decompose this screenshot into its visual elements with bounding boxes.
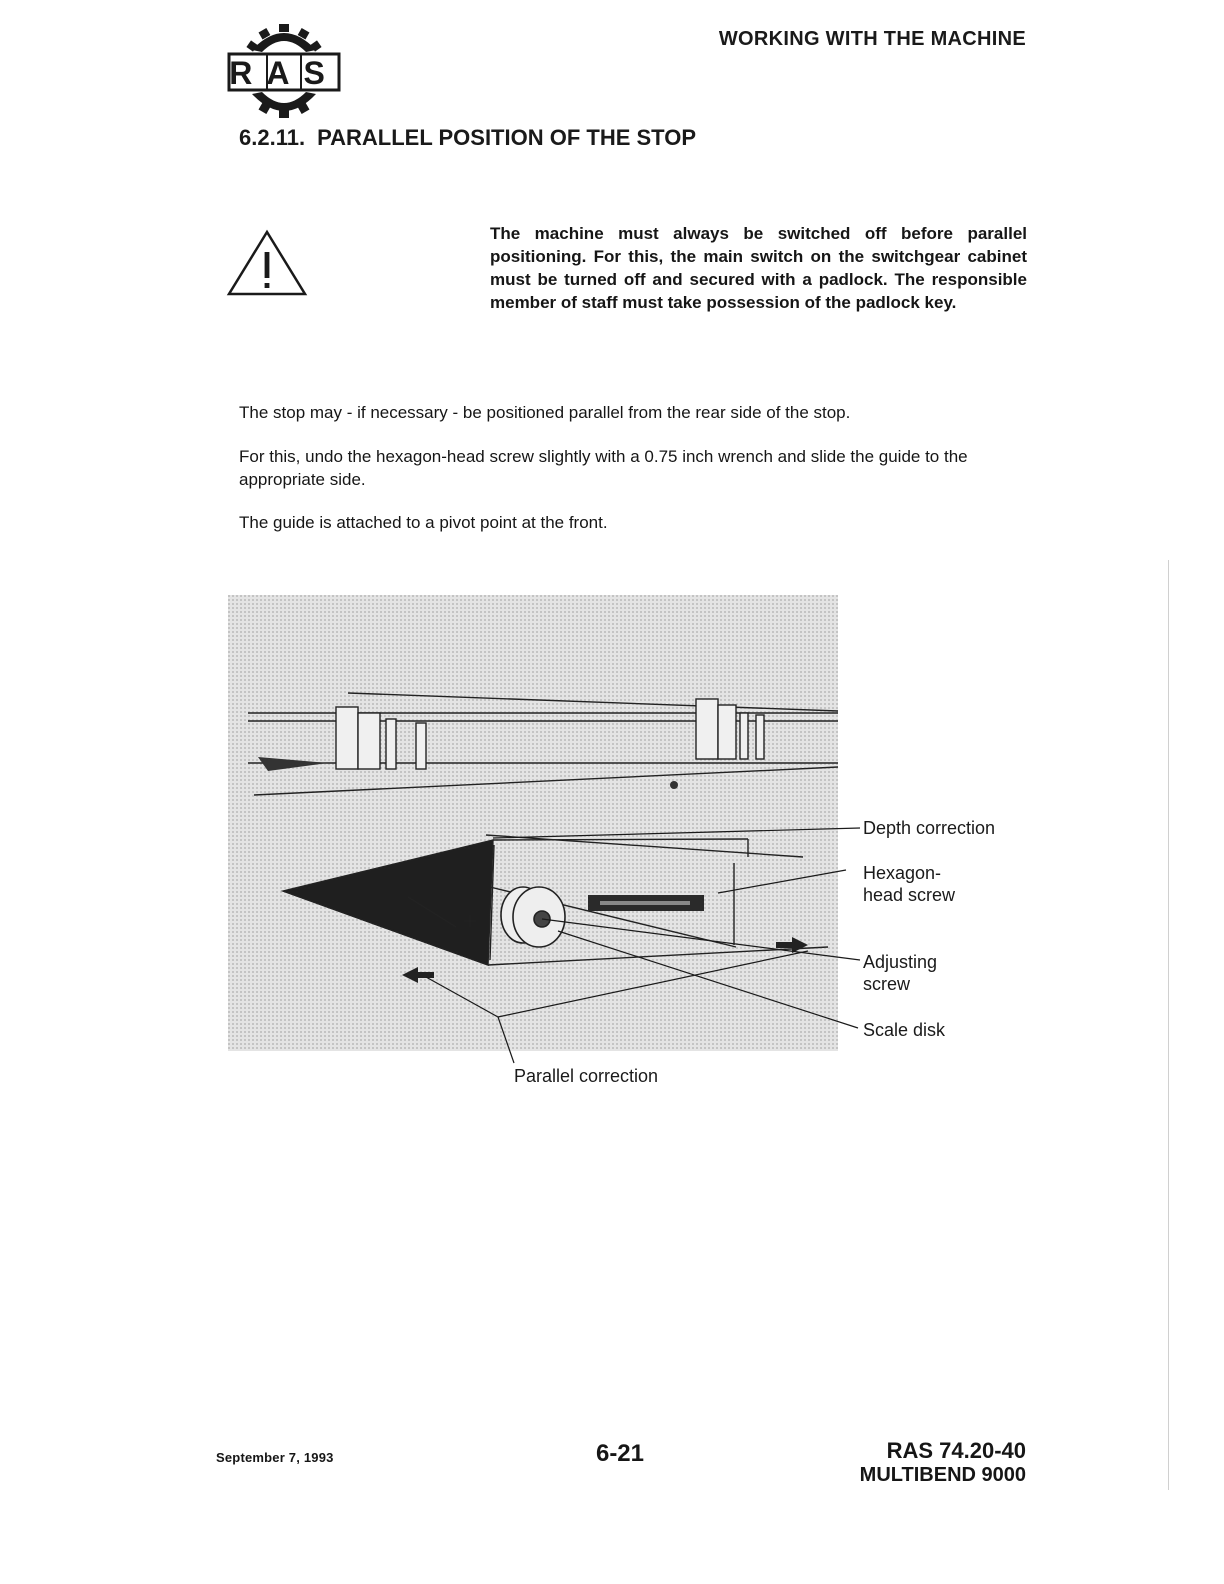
section-number: 6.2.11.	[239, 125, 306, 150]
adjusting-screw	[501, 887, 565, 947]
label-depth-correction: Depth correction	[863, 818, 996, 838]
scan-margin-line	[1168, 560, 1169, 1490]
body-paragraph-3: The guide is attached to a pivot point at the front.	[239, 513, 608, 532]
section-title-text: PARALLEL POSITION OF THE STOP	[317, 125, 696, 150]
warning-triangle-icon	[226, 228, 308, 298]
footer-page-number: 6-21	[595, 1440, 645, 1467]
fastener-dot	[670, 781, 678, 789]
ras-logo	[226, 22, 342, 120]
footer-doc-code: RAS 74.20-40	[886, 1438, 1026, 1463]
label-hexagon-head-screw: Hexagon-head screw	[863, 863, 956, 905]
section-title	[239, 125, 696, 151]
scale-slot-highlight	[600, 901, 690, 905]
body-paragraph-1: The stop may - if necessary - be positioned parallel from the rear side of the stop.	[239, 403, 851, 422]
footer-date: September 7, 1993	[216, 1450, 334, 1465]
label-parallel-correction: Parallel correction	[514, 1066, 659, 1086]
logo-text: RAS	[229, 55, 339, 91]
label-adjusting-screw: Adjusting screw	[863, 952, 938, 994]
warning-text: The machine must always be switched off before parallel positioning. For this, the main switch on the switchgear cabinet must be turned off and secured with a padlock. The responsible member of staff must take possession of the padlock key.	[490, 224, 1027, 312]
footer-model: MULTIBEND 9000	[859, 1464, 1026, 1483]
label-scale-disk: Scale disk	[863, 1020, 946, 1040]
diagram-background	[228, 595, 838, 1051]
body-paragraph-2: For this, undo the hexagon-head screw slightly with a 0.75 inch wrench and slide the guide to the appropriate side.	[239, 447, 968, 489]
section-header: WORKING WITH THE MACHINE	[718, 28, 1026, 50]
